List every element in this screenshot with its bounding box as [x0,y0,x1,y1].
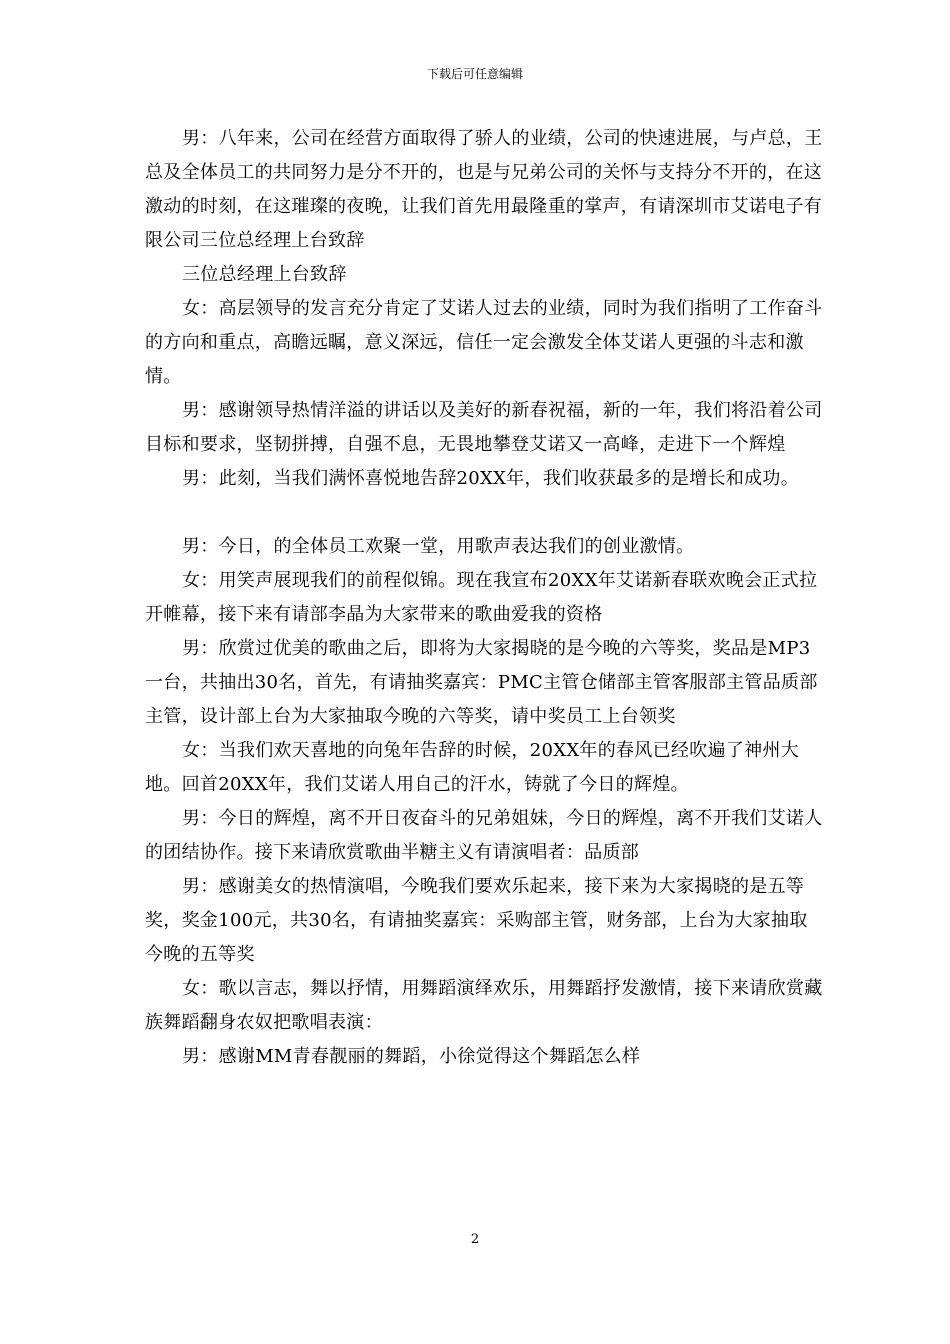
document-body [145,122,825,1074]
paragraph-4: 男：感谢领导热情洋溢的讲话以及美好的新春祝福，新的一年，我们将沿着公司目标和要求，坚韧拼搏，自强不息，无畏地攀登艾诺又一高峰，走进下一个辉煌 [145,400,823,455]
paragraph-8: 男：欣赏过优美的歌曲之后，即将为大家揭晓的是今晚的六等奖，奖品是MP3一台，共抽出30名，首先，有请抽奖嘉宾：PMC主管仓储部主管客服部主管品质部主管，设计部上台为大家抽取今晚的六等奖，请中奖员工上台领奖 [145,638,818,727]
paragraph-5: 男：此刻，当我们满怀喜悦地告辞20XX年，我们收获最多的是增长和成功。 [182,468,800,489]
paragraph-13: 男：感谢MM青春靓丽的舞蹈，小徐觉得这个舞蹈怎么样 [182,1046,641,1067]
page-header: 下载后可任意编辑 [426,67,523,81]
page-number: 2 [470,1232,480,1247]
paragraph-6: 男：今日，的全体员工欢聚一堂，用歌声表达我们的创业激情。 [182,536,695,557]
blank-line [145,496,825,530]
paragraph-2: 三位总经理上台致辞 [182,264,347,285]
paragraph-3: 女：高层领导的发言充分肯定了艾诺人过去的业绩，同时为我们指明了工作奋斗的方向和重点，高瞻远瞩，意义深远，信任一定会激发全体艾诺人更强的斗志和激情。 [145,298,823,387]
paragraph-7: 女：用笑声展现我们的前程似锦。现在我宣布20XX年艾诺新春联欢晚会正式拉开帷幕，接下来有请部李晶为大家带来的歌曲爱我的资格 [145,570,818,625]
paragraph-11: 男：感谢美女的热情演唱，今晚我们要欢乐起来，接下来为大家揭晓的是五等奖，奖金100元，共30名，有请抽奖嘉宾：采购部主管，财务部，上台为大家抽取今晚的五等奖 [145,876,808,965]
paragraph-1: 男：八年来，公司在经营方面取得了骄人的业绩，公司的快速进展，与卢总，王总及全体员工的共同努力是分不开的，也是与兄弟公司的关怀与支持分不开的，在这激动的时刻，在这璀璨的夜晚，让我们首先用最隆重的掌声，有请深圳市艾诺电子有限公司三位总经理上台致辞 [145,128,823,251]
paragraph-12: 女：歌以言志，舞以抒情，用舞蹈演绎欢乐，用舞蹈抒发激情，接下来请欣赏藏族舞蹈翻身农奴把歌唱表演： [145,978,823,1033]
paragraph-10: 男：今日的辉煌，离不开日夜奋斗的兄弟姐妹，今日的辉煌，离不开我们艾诺人的团结协作。接下来请欣赏歌曲半糖主义有请演唱者：品质部 [145,808,823,863]
paragraph-9: 女：当我们欢天喜地的向兔年告辞的时候，20XX年的春风已经吹遍了神州大地。回首20XX年，我们艾诺人用自己的汗水，铸就了今日的辉煌。 [145,740,800,795]
